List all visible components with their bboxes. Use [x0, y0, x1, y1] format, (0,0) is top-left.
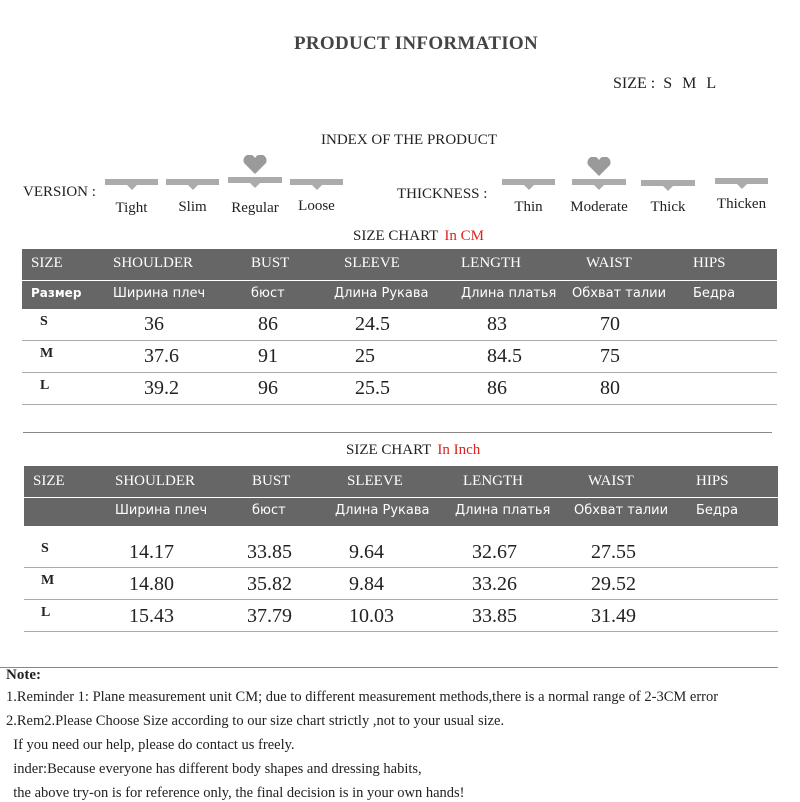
header-ru-hips: Бедра	[696, 503, 739, 518]
header-ru-size: Размер	[31, 286, 82, 300]
header-length: LENGTH	[461, 255, 521, 271]
notes-title: Note:	[6, 667, 41, 683]
cell-length: 33.26	[472, 573, 517, 595]
table-row	[24, 536, 778, 568]
version-option-loose: Loose	[298, 198, 335, 214]
header-bust: BUST	[251, 255, 290, 271]
row-size-label: S	[41, 541, 49, 556]
header-waist: WAIST	[588, 473, 634, 489]
thickness-option-thin: Thin	[514, 199, 543, 215]
row-size-label: L	[41, 605, 51, 620]
version-option-regular: Regular	[231, 200, 279, 216]
header-size: SIZE	[33, 473, 65, 489]
header-ru-sleeve: Длина Рукава	[334, 286, 429, 301]
cell-bust: 86	[258, 313, 278, 335]
cell-waist: 27.55	[591, 541, 636, 563]
note-line: the above try-on is for reference only, the final decision is in your own hands!	[6, 785, 465, 801]
cell-waist: 80	[600, 377, 620, 399]
size-label: SIZE :	[613, 75, 656, 92]
cell-shoulder: 14.80	[129, 573, 174, 595]
cell-shoulder: 39.2	[144, 377, 179, 399]
header-ru-shoulder: Ширина плеч	[113, 286, 206, 301]
header-ru-waist: Обхват талии	[574, 503, 669, 518]
thickness-option-thick: Thick	[650, 199, 686, 215]
inch-chart-title-text: SIZE CHART	[346, 442, 432, 458]
note-line: 2.Rem2.Please Choose Size according to our size chart strictly ,not to your usual size.	[6, 713, 505, 729]
cell-waist: 75	[600, 345, 620, 367]
header-hips: HIPS	[696, 473, 729, 489]
header-ru-shoulder: Ширина плеч	[115, 503, 208, 518]
header-ru-waist: Обхват талии	[572, 286, 667, 301]
cell-shoulder: 37.6	[144, 345, 179, 367]
cell-sleeve: 10.03	[349, 605, 394, 627]
cell-shoulder: 15.43	[129, 605, 174, 627]
thickness-bar-thin	[502, 179, 555, 185]
cell-shoulder: 36	[144, 313, 164, 335]
thickness-option-moderate: Moderate	[570, 199, 628, 215]
thickness-label: THICKNESS :	[397, 186, 488, 202]
version-bar-regular	[228, 177, 282, 183]
table-row	[24, 568, 778, 600]
cell-sleeve: 24.5	[355, 313, 390, 335]
row-size-label: M	[41, 573, 55, 588]
row-size-label: L	[40, 378, 50, 393]
header-length: LENGTH	[463, 473, 523, 489]
cell-sleeve: 25	[355, 345, 375, 367]
cm-chart-title	[353, 228, 484, 245]
table-row	[24, 600, 778, 632]
cm_chart-header-ru	[22, 281, 777, 309]
version-bar-tight	[105, 179, 158, 185]
version-bar-loose	[290, 179, 343, 185]
note-line: If you need our help, please do contact us freely.	[6, 737, 295, 753]
thickness-bar-thicken	[715, 178, 768, 184]
cell-bust: 96	[258, 377, 278, 399]
index-title: INDEX OF THE PRODUCT	[321, 132, 497, 148]
cell-sleeve: 25.5	[355, 377, 390, 399]
cell-waist: 29.52	[591, 573, 636, 595]
notes-divider	[0, 667, 778, 668]
cell-length: 83	[487, 313, 507, 335]
header-bust: BUST	[252, 473, 291, 489]
cell-sleeve: 9.84	[349, 573, 384, 595]
version-option-slim: Slim	[178, 199, 207, 215]
heart-icon	[242, 155, 268, 175]
cell-length: 33.85	[472, 605, 517, 627]
cell-bust: 37.79	[247, 605, 292, 627]
header-hips: HIPS	[693, 255, 726, 271]
thickness-bar-moderate	[572, 179, 626, 185]
size-values: S M L	[663, 75, 720, 92]
cm-unit-label: In CM	[444, 228, 484, 244]
header-ru-bust: бюст	[251, 286, 285, 301]
size-availability	[613, 75, 719, 93]
thickness-bar-thick	[641, 180, 695, 186]
cell-length: 84.5	[487, 345, 522, 367]
table-row	[22, 341, 777, 373]
version-label: VERSION :	[23, 184, 96, 200]
cell-bust: 33.85	[247, 541, 292, 563]
inch-chart-title	[346, 442, 480, 459]
thickness-option-thicken: Thicken	[716, 196, 767, 212]
cell-length: 86	[487, 377, 507, 399]
header-waist: WAIST	[586, 255, 632, 271]
header-ru-length: Длина платья	[461, 286, 557, 301]
header-sleeve: SLEEVE	[347, 473, 403, 489]
cell-shoulder: 14.17	[129, 541, 174, 563]
inch_chart-header-ru	[24, 498, 778, 526]
row-size-label: M	[40, 346, 54, 361]
header-size: SIZE	[31, 255, 63, 271]
cell-waist: 31.49	[591, 605, 636, 627]
note-line: inder:Because everyone has different body shapes and dressing habits,	[6, 761, 422, 777]
version-option-tight: Tight	[115, 200, 148, 216]
cell-length: 32.67	[472, 541, 517, 563]
header-shoulder: SHOULDER	[113, 255, 194, 271]
cell-bust: 91	[258, 345, 278, 367]
row-size-label: S	[40, 314, 48, 329]
table-row	[22, 309, 777, 341]
cell-sleeve: 9.64	[349, 541, 384, 563]
inch_chart-header-en	[24, 466, 778, 497]
version-bar-slim	[166, 179, 219, 185]
cm_chart-header-en	[22, 249, 777, 280]
note-line: 1.Reminder 1: Plane measurement unit CM; due to different measurement methods,there is a normal range of 2-3CM error	[6, 689, 719, 705]
header-sleeve: SLEEVE	[344, 255, 400, 271]
inch-unit-label: In Inch	[437, 442, 481, 458]
table-row	[22, 373, 777, 405]
cm-chart-title-text: SIZE CHART	[353, 228, 439, 244]
cell-waist: 70	[600, 313, 620, 335]
heart-icon	[586, 157, 612, 177]
header-ru-sleeve: Длина Рукава	[335, 503, 430, 518]
header-ru-bust: бюст	[252, 503, 286, 518]
page-title: PRODUCT INFORMATION	[293, 33, 539, 54]
header-ru-hips: Бедра	[693, 286, 736, 301]
header-ru-length: Длина платья	[455, 503, 551, 518]
header-shoulder: SHOULDER	[115, 473, 196, 489]
cell-bust: 35.82	[247, 573, 292, 595]
section-divider	[23, 432, 772, 433]
